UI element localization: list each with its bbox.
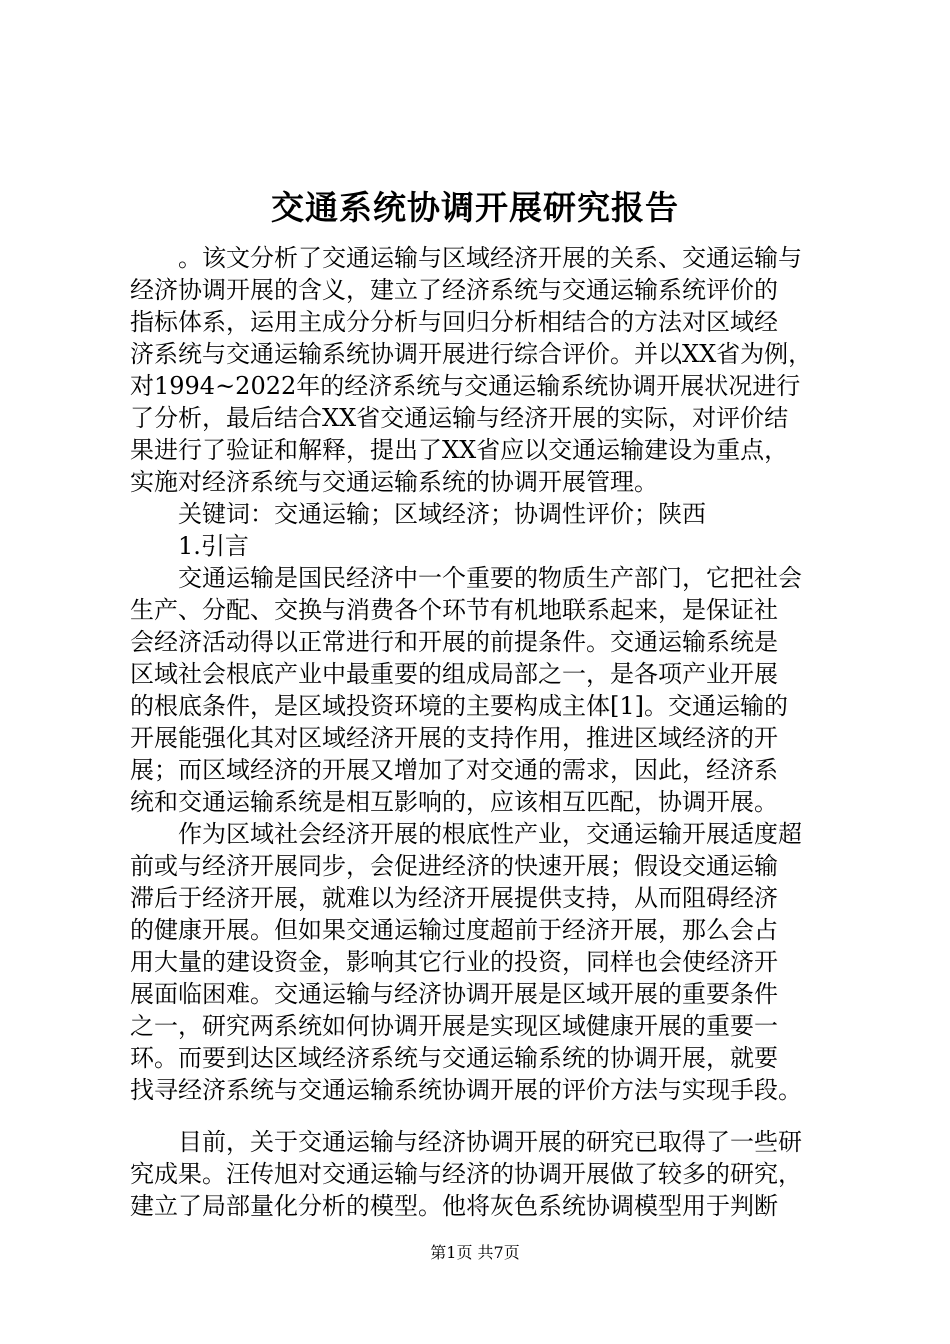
body-line: 作为区域社会经济开展的根底性产业，交通运输开展适度超: [130, 820, 802, 848]
body-line: 找寻经济系统与交通运输系统协调开展的评价方法与实现手段。: [130, 1076, 802, 1104]
body-line: 对1994~2022年的经济系统与交通运输系统协调开展状况进行: [130, 372, 801, 400]
body-line: 经济协调开展的含义，建立了经济系统与交通运输系统评价的: [130, 276, 778, 304]
body-line: 济系统与交通运输系统协调开展进行综合评价。并以XX省为例，: [130, 340, 813, 368]
body-line: 建立了局部量化分析的模型。他将灰色系统协调模型用于判断: [130, 1192, 778, 1220]
body-line: 生产、分配、交换与消费各个环节有机地联系起来，是保证社: [130, 596, 778, 624]
body-line: 开展能强化其对区域经济开展的支持作用，推进区域经济的开: [130, 724, 778, 752]
body-line: 究成果。汪传旭对交通运输与经济的协调开展做了较多的研究，: [130, 1160, 802, 1188]
body-line: 展；而区域经济的开展又增加了对交通的需求，因此，经济系: [130, 756, 778, 784]
body-line: 的健康开展。但如果交通运输过度超前于经济开展，那么会占: [130, 916, 778, 944]
body-line: 交通运输是国民经济中一个重要的物质生产部门，它把社会: [130, 564, 802, 592]
body-line: 指标体系，运用主成分分析与回归分析相结合的方法对区域经: [130, 308, 778, 336]
body-line: 展面临困难。交通运输与经济协调开展是区域开展的重要条件: [130, 980, 778, 1008]
body-line: 了分析，最后结合XX省交通运输与经济开展的实际，对评价结: [130, 404, 789, 432]
body-line: 。该文分析了交通运输与区域经济开展的关系、交通运输与: [130, 244, 802, 272]
body-line: 目前，关于交通运输与经济协调开展的研究已取得了一些研: [130, 1128, 802, 1156]
body-line: 实施对经济系统与交通运输系统的协调开展管理。: [130, 468, 658, 496]
body-line: 用大量的建设资金，影响其它行业的投资，同样也会使经济开: [130, 948, 778, 976]
document-title: 交通系统协调开展研究报告: [271, 188, 679, 227]
body-line: 前或与经济开展同步，会促进经济的快速开展；假设交通运输: [130, 852, 778, 880]
section-heading: 1.引言: [130, 532, 249, 560]
body-line: 滞后于经济开展，就难以为经济开展提供支持，从而阻碍经济: [130, 884, 778, 912]
page-footer: 第1页 共7页: [430, 1243, 520, 1262]
body-line: 之一，研究两系统如何协调开展是实现区域健康开展的重要一: [130, 1012, 778, 1040]
body-line: 环。而要到达区域经济系统与交通运输系统的协调开展，就要: [130, 1044, 778, 1072]
body-line: 统和交通运输系统是相互影响的，应该相互匹配，协调开展。: [130, 788, 778, 816]
body-line: 的根底条件，是区域投资环境的主要构成主体[1]。交通运输的: [130, 692, 788, 720]
body-line: 果进行了验证和解释，提出了XX省应以交通运输建设为重点，: [130, 436, 789, 464]
body-line: 会经济活动得以正常进行和开展的前提条件。交通运输系统是: [130, 628, 778, 656]
body-line: 区域社会根底产业中最重要的组成局部之一，是各项产业开展: [130, 660, 778, 688]
keywords-line: 关键词：交通运输；区域经济；协调性评价；陕西: [130, 500, 706, 528]
